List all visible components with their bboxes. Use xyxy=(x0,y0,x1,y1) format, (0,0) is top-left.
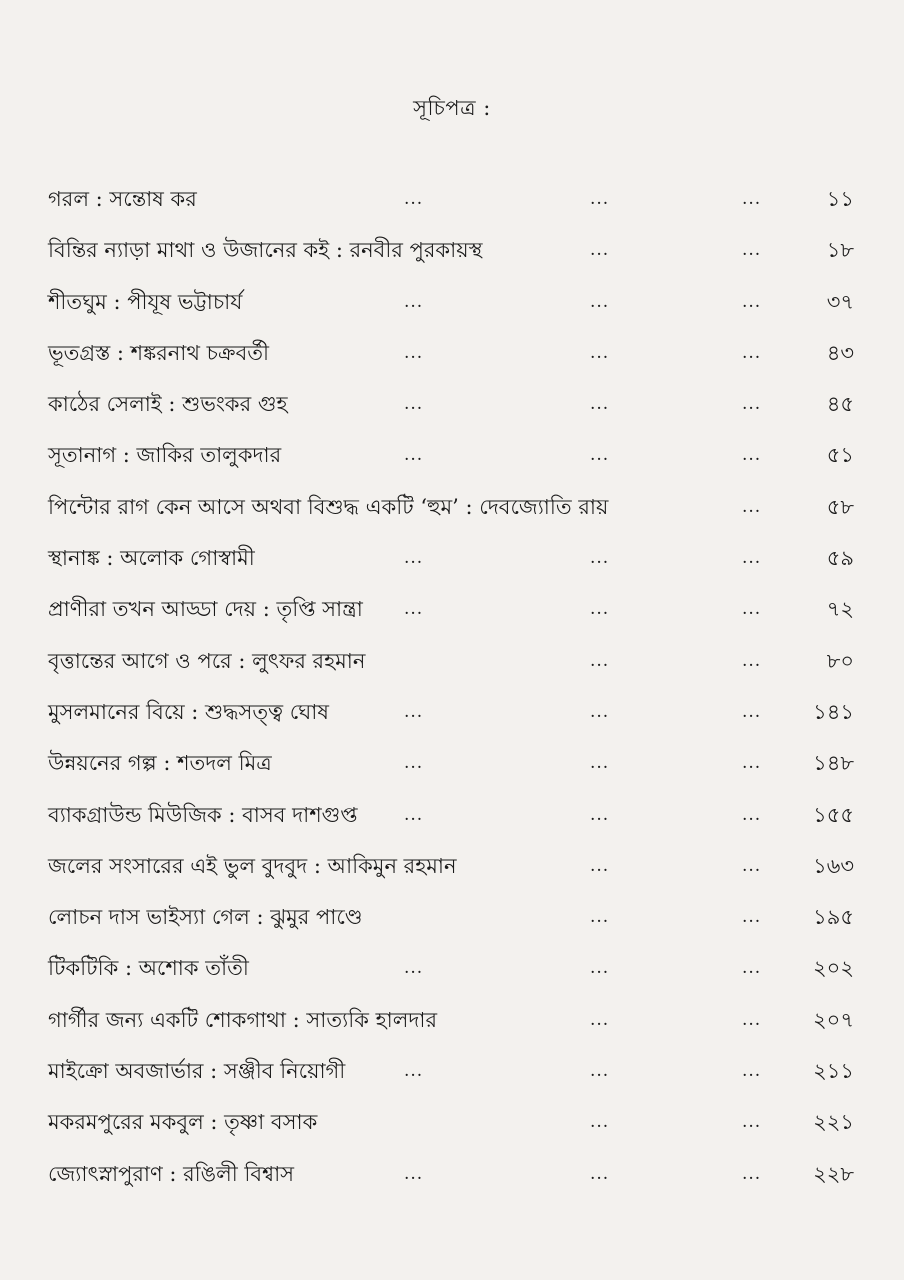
leader-dots: ... xyxy=(404,1163,424,1184)
toc-entry-title: ব্যাকগ্রাউন্ড মিউজিক : বাসব দাশগুপ্ত xyxy=(48,802,358,827)
page-number: ৫৯ xyxy=(826,546,854,571)
page-number: ২২৮ xyxy=(813,1161,854,1186)
toc-entry-title: গার্গীর জন্য একটি শোকগাথা : সাত্যকি হালদার xyxy=(48,1007,438,1032)
leader-dots: ... xyxy=(742,1163,762,1184)
page-number: ১৬৩ xyxy=(813,853,854,878)
leader-dots: ... xyxy=(404,189,424,209)
toc-entry-title: সূতানাগ : জাকির তালুকদার xyxy=(48,443,282,468)
toc-entry-title: মুসলমানের বিয়ে : শুদ্ধসত্ত্ব ঘোষ xyxy=(48,699,329,724)
toc-entry-title: টিকটিকি : অশোক তাঁতী xyxy=(48,956,249,981)
toc-entry xyxy=(48,1048,856,1099)
leader-dots: ... xyxy=(404,958,424,979)
page-number: ৫৮ xyxy=(826,494,854,519)
leader-dots: ... xyxy=(590,240,610,261)
leader-dots: ... xyxy=(742,342,762,363)
page-title: সূচিপত্র : xyxy=(413,96,491,120)
page-number: ৪৩ xyxy=(826,340,854,365)
leader-dots: ... xyxy=(590,753,610,774)
leader-dots: ... xyxy=(590,394,610,415)
toc-entry xyxy=(48,535,856,586)
page-number: ১৫৫ xyxy=(813,802,854,827)
toc-entry xyxy=(48,176,856,227)
toc-entry-title: মকরমপুরের মকবুল : তৃষ্ণা বসাক xyxy=(48,1110,318,1135)
leader-dots: ... xyxy=(404,804,424,825)
leader-dots: ... xyxy=(590,1009,610,1030)
toc-entry xyxy=(48,432,856,483)
toc-entry-title: লোচন দাস ভাইস্যা গেল : ঝুমুর পাণ্ডে xyxy=(48,905,363,930)
leader-dots: ... xyxy=(742,189,762,209)
toc-entry-title: জ্যোৎস্নাপুরাণ : রঙিলী বিশ্বাস xyxy=(48,1161,295,1186)
page-number: ১৯৫ xyxy=(813,905,854,930)
toc-entry-title: উন্নয়নের গল্প : শতদল মিত্র xyxy=(48,751,272,776)
page-number: ১৪৮ xyxy=(813,751,854,776)
toc-entry-title: কাঠের সেলাই : শুভংকর গুহ xyxy=(48,392,288,417)
leader-dots: ... xyxy=(590,1061,610,1082)
leader-dots: ... xyxy=(404,599,424,620)
page-number: ২০২ xyxy=(813,956,854,981)
leader-dots: ... xyxy=(742,1061,762,1082)
leader-dots: ... xyxy=(404,753,424,774)
toc-entry xyxy=(48,1099,856,1150)
page-number: ৮০ xyxy=(826,648,854,673)
toc-entry-title: প্রাণীরা তখন আড্ডা দেয় : তৃপ্তি সান্ত্রা xyxy=(48,597,363,622)
leader-dots: ... xyxy=(590,291,610,312)
toc-entry-title: জলের সংসারের এই ভুল বুদবুদ : আকিমুন রহমান xyxy=(48,853,457,878)
leader-dots: ... xyxy=(742,804,762,825)
toc-entry-title: মাইক্রো অবজার্ভার : সঞ্জীব নিয়োগী xyxy=(48,1059,346,1084)
leader-dots: ... xyxy=(742,753,762,774)
leader-dots: ... xyxy=(404,445,424,466)
leader-dots: ... xyxy=(404,1061,424,1082)
page-number: ৩৭ xyxy=(826,289,854,314)
leader-dots: ... xyxy=(742,907,762,928)
toc-entry-title: গরল : সন্তোষ কর xyxy=(48,187,197,211)
toc-entry xyxy=(48,381,856,432)
leader-dots: ... xyxy=(590,445,610,466)
page-number: ৪৫ xyxy=(826,392,854,417)
leader-dots: ... xyxy=(404,342,424,363)
toc-entry xyxy=(48,330,856,381)
toc-entry xyxy=(48,586,856,637)
page-number: ১৮ xyxy=(826,238,854,263)
toc-entry-title: স্থানাঙ্ক : অলোক গোস্বামী xyxy=(48,546,255,571)
table-of-contents xyxy=(48,176,856,1202)
page-number: ২০৭ xyxy=(813,1007,854,1032)
leader-dots: ... xyxy=(742,701,762,722)
leader-dots: ... xyxy=(590,855,610,876)
leader-dots: ... xyxy=(590,907,610,928)
toc-entry xyxy=(48,997,856,1048)
leader-dots: ... xyxy=(742,291,762,312)
leader-dots: ... xyxy=(742,650,762,671)
page-number: ১৪১ xyxy=(813,699,854,724)
leader-dots: ... xyxy=(590,1163,610,1184)
toc-entry xyxy=(48,484,856,535)
leader-dots: ... xyxy=(590,650,610,671)
leader-dots: ... xyxy=(590,548,610,569)
leader-dots: ... xyxy=(742,1112,762,1133)
toc-entry xyxy=(48,638,856,689)
toc-entry-title: বিন্তির ন্যাড়া মাথা ও উজানের কই : রনবীর পুরকায়স্থ xyxy=(48,238,483,263)
leader-dots: ... xyxy=(404,701,424,722)
leader-dots: ... xyxy=(404,548,424,569)
leader-dots: ... xyxy=(590,599,610,620)
toc-entry xyxy=(48,689,856,740)
toc-entry xyxy=(48,945,856,996)
leader-dots: ... xyxy=(742,958,762,979)
toc-entry-title: ভূতগ্রস্ত : শঙ্করনাথ চক্রবর্তী xyxy=(48,340,270,365)
toc-entry xyxy=(48,227,856,278)
toc-entry xyxy=(48,792,856,843)
leader-dots: ... xyxy=(742,240,762,261)
leader-dots: ... xyxy=(404,291,424,312)
toc-entry-title: শীতঘুম : পীযূষ ভট্টাচার্য xyxy=(48,289,243,314)
toc-entry-title: বৃত্তান্তের আগে ও পরে : লুৎফর রহমান xyxy=(48,648,366,673)
toc-entry-title: পিন্টোর রাগ কেন আসে অথবা বিশুদ্ধ একটি ‘হুম’ : দেবজ্যোতি রায় xyxy=(48,494,609,519)
leader-dots: ... xyxy=(590,958,610,979)
toc-entry xyxy=(48,894,856,945)
leader-dots: ... xyxy=(742,394,762,415)
page-number: ৫১ xyxy=(826,443,854,468)
leader-dots: ... xyxy=(742,1009,762,1030)
page-number: ২২১ xyxy=(813,1110,854,1135)
page-number: ১১ xyxy=(826,187,854,211)
leader-dots: ... xyxy=(742,855,762,876)
leader-dots: ... xyxy=(742,496,762,517)
leader-dots: ... xyxy=(590,189,610,209)
leader-dots: ... xyxy=(742,548,762,569)
toc-entry xyxy=(48,843,856,894)
leader-dots: ... xyxy=(404,394,424,415)
leader-dots: ... xyxy=(590,342,610,363)
leader-dots: ... xyxy=(590,701,610,722)
toc-entry xyxy=(48,740,856,791)
toc-entry xyxy=(48,279,856,330)
toc-entry xyxy=(48,1151,856,1202)
page-number: ২১১ xyxy=(813,1059,854,1084)
page-number: ৭২ xyxy=(826,597,854,622)
leader-dots: ... xyxy=(590,804,610,825)
leader-dots: ... xyxy=(590,1112,610,1133)
leader-dots: ... xyxy=(742,445,762,466)
leader-dots: ... xyxy=(742,599,762,620)
